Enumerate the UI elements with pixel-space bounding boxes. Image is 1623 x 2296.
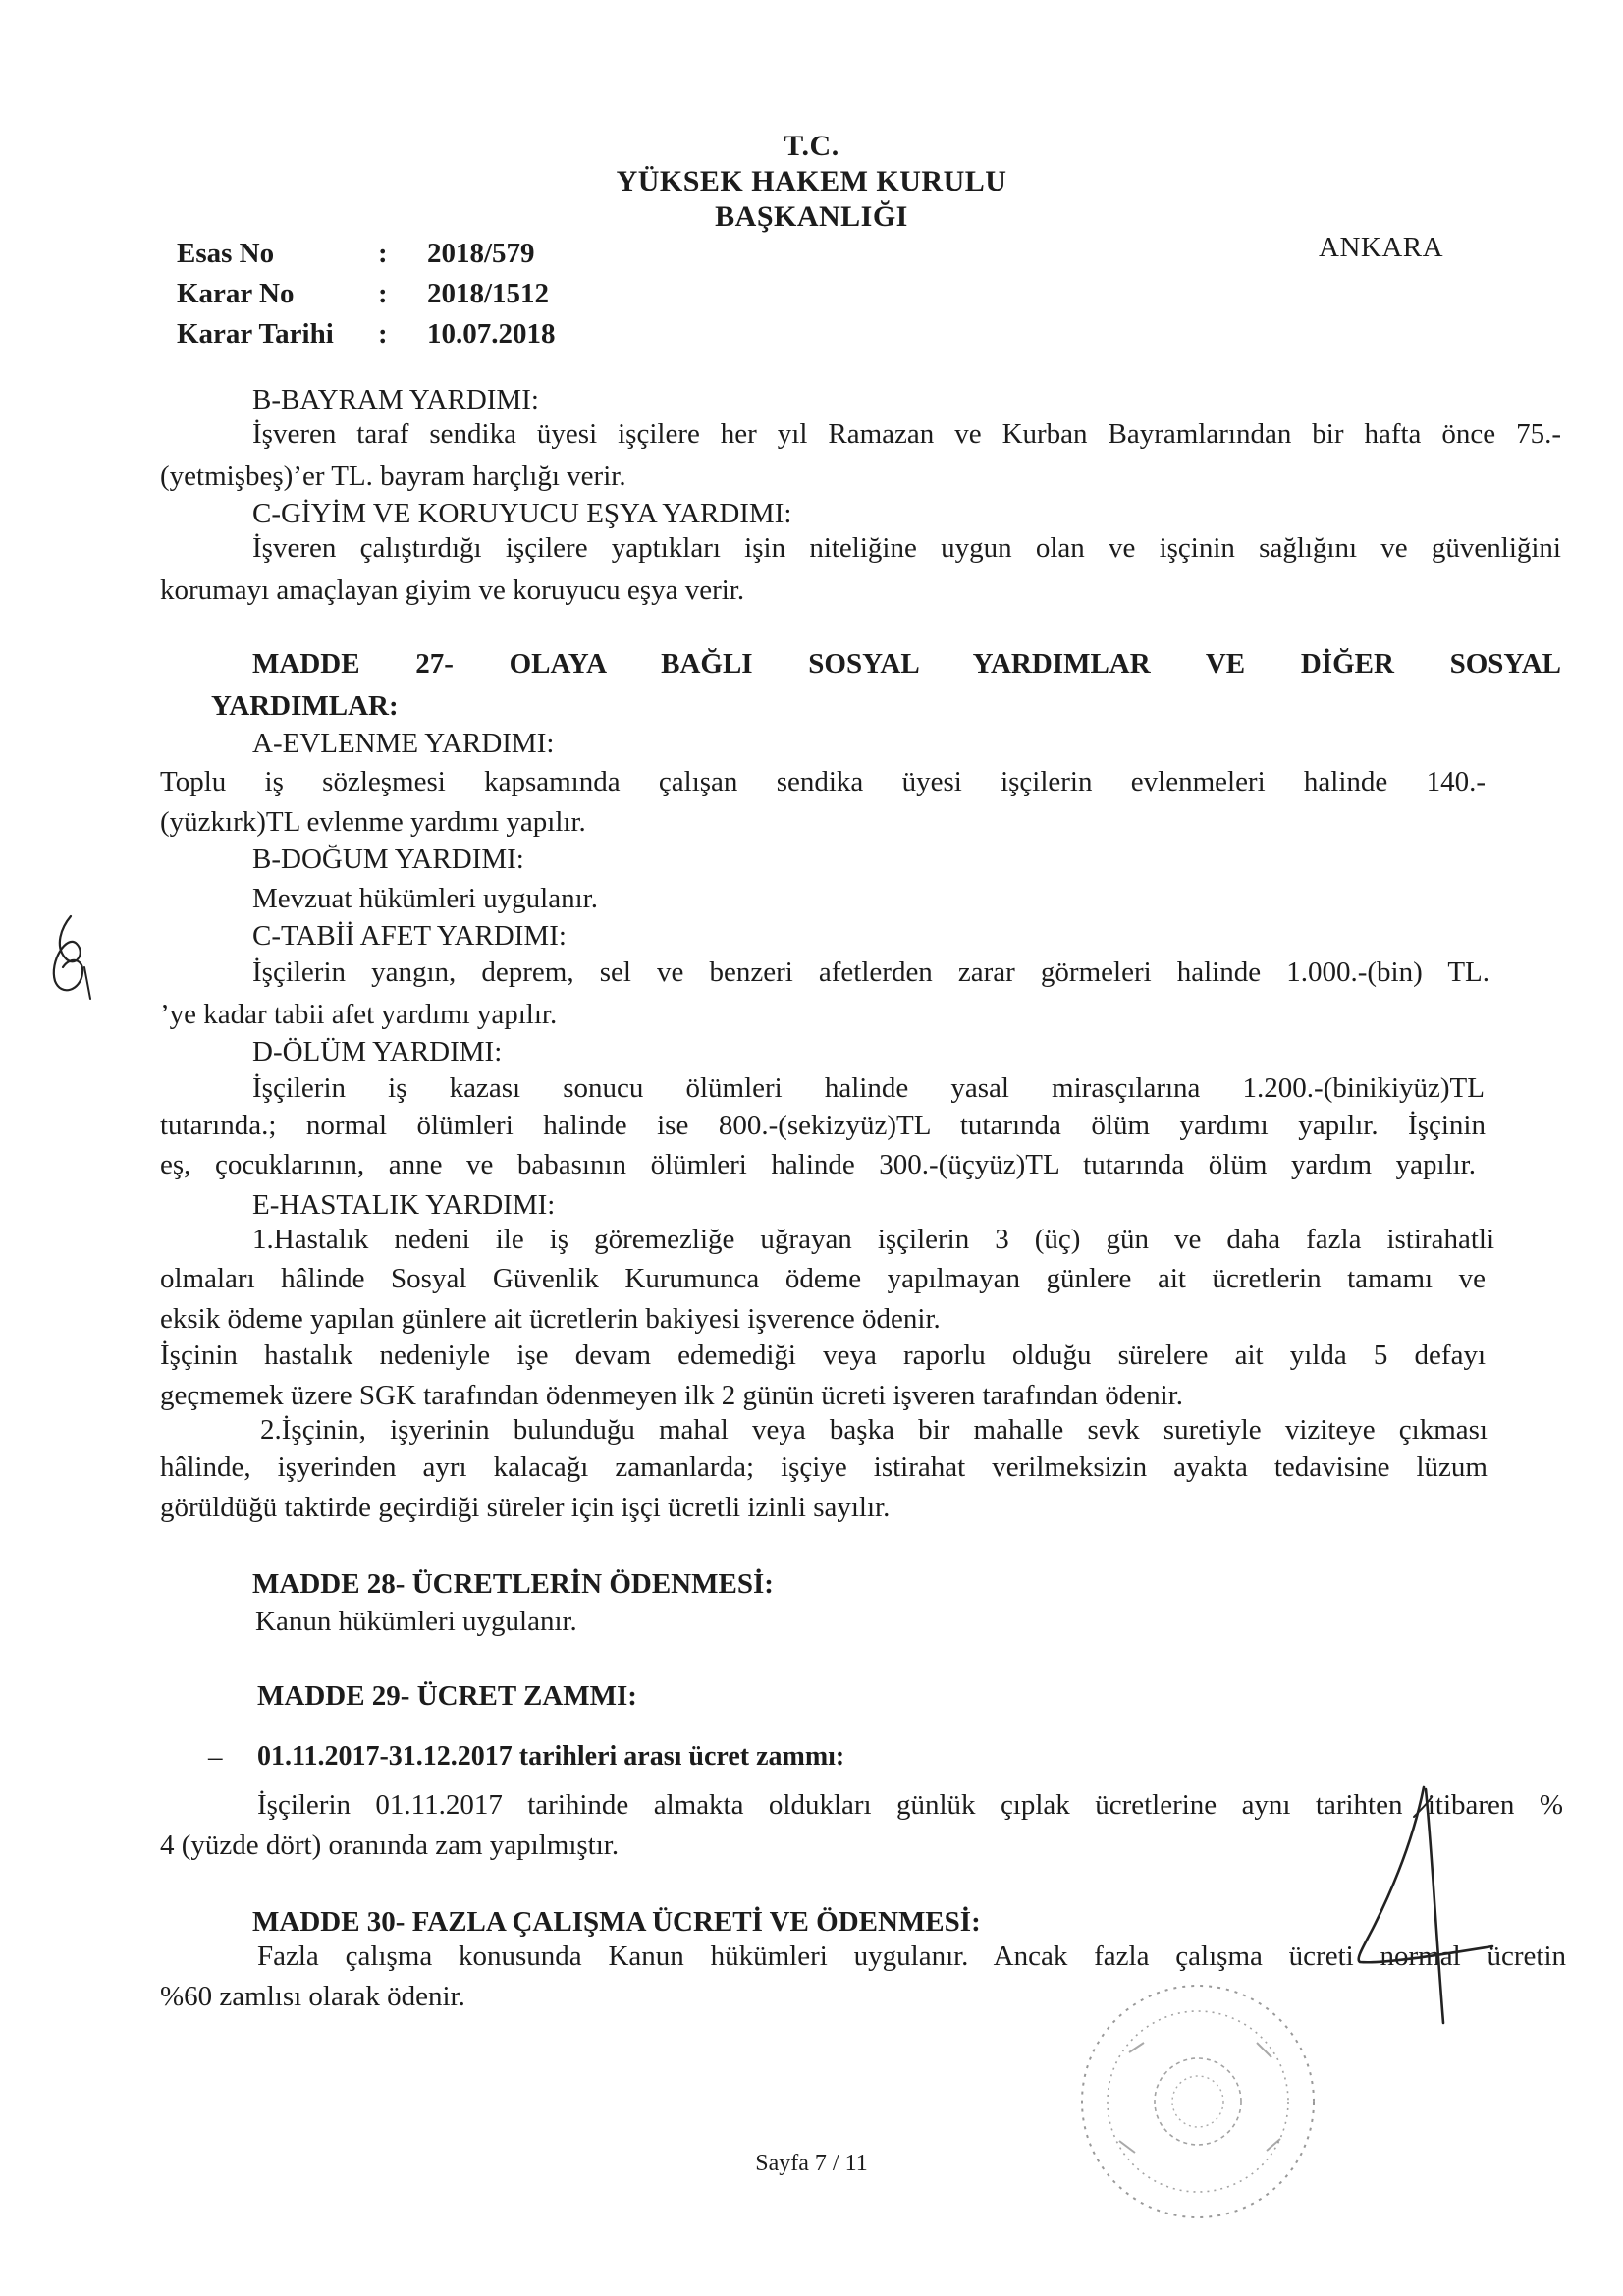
header-presidency: BAŞKANLIĞI [715, 200, 908, 233]
karar-label: Karar No [177, 278, 295, 309]
paragraph-line: 2.İşçinin, işyerinin bulunduğu mahal veya başka bir mahalle sevk suretiyle viziteye çıkması [260, 1414, 1488, 1446]
tarih-value: 10.07.2018 [427, 318, 556, 350]
city-name: ANKARA [1319, 232, 1444, 263]
paragraph-line: Toplu iş sözleşmesi kapsamında çalışan sendika üyesi işçilerin evlenmeleri halinde 140.- [160, 766, 1486, 797]
tarih-label: Karar Tarihi [177, 318, 334, 350]
paragraph-line: tutarında.; normal ölümleri halinde ise 800.-(sekizyüz)TL tutarında ölüm yardımı yapılır. İşçinin [160, 1110, 1486, 1141]
paragraph-line: hâlinde, işyerinden ayrı kalacağı zamanlarda; işçiye istirahat verilmeksizin ayakta tedavisine lüzum [160, 1451, 1488, 1483]
header-tc: T.C. [784, 130, 839, 162]
paragraph-line: İşveren çalıştırdığı işçilere yaptıkları işin niteliğine uygun olan ve işçinin sağlığını ve güvenliğini [252, 532, 1561, 564]
paragraph-line: İşçilerin iş kazası sonucu ölümleri halinde yasal mirasçılarına 1.200.-(binikiyüz)TL [252, 1072, 1485, 1104]
official-seal [1070, 1974, 1325, 2229]
section-heading: C-TABİİ AFET YARDIMI: [252, 920, 567, 952]
paragraph-line: (yüzkırk)TL evlenme yardımı yapılır. [160, 806, 586, 838]
case-metadata [177, 234, 556, 355]
karar-colon: : [378, 278, 388, 309]
header-institution: YÜKSEK HAKEM KURULU [616, 165, 1007, 197]
article-heading: MADDE 27- OLAYA BAĞLI SOSYAL YARDIMLAR VE DİĞER SOSYAL [252, 648, 1561, 680]
tarih-row [177, 314, 556, 355]
page-number: Sayfa 7 / 11 [755, 2151, 868, 2176]
section-heading: A-EVLENME YARDIMI: [252, 728, 555, 759]
paragraph-line: korumayı amaçlayan giyim ve koruyucu eşya verir. [160, 574, 745, 606]
article-heading: YARDIMLAR: [211, 690, 399, 722]
esas-label: Esas No [177, 238, 275, 269]
paragraph-line: olmaları hâlinde Sosyal Güvenlik Kurumunca ödeme yapılmayan günlere ait ücretlerin tamamı ve [160, 1263, 1486, 1294]
section-heading: C-GİYİM VE KORUYUCU EŞYA YARDIMI: [252, 498, 792, 529]
paragraph-line: %60 zamlısı olarak ödenir. [160, 1981, 465, 2012]
tarih-colon: : [378, 318, 388, 350]
paragraph-line: İşçinin hastalık nedeniyle işe devam edemediği veya raporlu olduğu sürelere ait yılda 5 defayı [160, 1339, 1486, 1371]
subsection-heading: 01.11.2017-31.12.2017 tarihleri arası ücret zammı: [257, 1741, 845, 1772]
paragraph-line: ’ye kadar tabii afet yardımı yapılır. [160, 999, 558, 1030]
article-heading: MADDE 30- FAZLA ÇALIŞMA ÜCRETİ VE ÖDENMESİ: [252, 1906, 981, 1938]
paragraph-line: (yetmişbeş)’er TL. bayram harçlığı verir. [160, 461, 626, 492]
paragraph-line: görüldüğü taktirde geçirdiği süreler için işçi ücretli izinli sayılır. [160, 1492, 891, 1523]
section-heading: E-HASTALIK YARDIMI: [252, 1189, 556, 1221]
paragraph-line: eş, çocuklarının, anne ve babasının ölümleri halinde 300.-(üçyüz)TL tutarında ölüm yardım yapılır. [160, 1149, 1476, 1180]
paragraph-line: geçmemek üzere SGK tarafından ödenmeyen ilk 2 günün ücreti işveren tarafından ödenir. [160, 1380, 1184, 1411]
section-heading: B-DOĞUM YARDIMI: [252, 844, 524, 875]
esas-colon: : [378, 238, 388, 269]
karar-value: 2018/1512 [427, 278, 550, 309]
esas-row [177, 234, 556, 274]
paragraph-line: eksik ödeme yapılan günlere ait ücretlerin bakiyesi işverence ödenir. [160, 1303, 941, 1335]
list-dash: – [208, 1741, 223, 1773]
karar-row [177, 274, 556, 314]
margin-initial-signature [41, 908, 100, 1007]
paragraph-line: Fazla çalışma konusunda Kanun hükümleri uygulanır. Ancak fazla çalışma ücreti normal ücretin [257, 1941, 1566, 1972]
paragraph-line: Mevzuat hükümleri uygulanır. [252, 883, 598, 914]
esas-value: 2018/579 [427, 238, 535, 269]
section-heading: D-ÖLÜM YARDIMI: [252, 1036, 503, 1067]
paragraph-line: Kanun hükümleri uygulanır. [255, 1606, 577, 1637]
paragraph-line: 1.Hastalık nedeni ile iş göremezliğe uğrayan işçilerin 3 (üç) gün ve daha fazla istirahatli [252, 1224, 1494, 1255]
article-heading: MADDE 29- ÜCRET ZAMMI: [257, 1680, 637, 1712]
paragraph-line: 4 (yüzde dört) oranında zam yapılmıştır. [160, 1830, 620, 1861]
section-heading: B-BAYRAM YARDIMI: [252, 384, 539, 415]
paragraph-line: İşveren taraf sendika üyesi işçilere her yıl Ramazan ve Kurban Bayramlarından bir hafta önce 75.- [252, 418, 1561, 450]
paragraph-line: İşçilerin yangın, deprem, sel ve benzeri afetlerden zarar görmeleri halinde 1.000.-(bin) TL. [252, 957, 1489, 988]
handwritten-signature [1316, 1777, 1512, 2033]
article-heading: MADDE 28- ÜCRETLERİN ÖDENMESİ: [252, 1568, 774, 1600]
paragraph-line: İşçilerin 01.11.2017 tarihinde almakta oldukları günlük çıplak ücretlerine aynı tarihten itibaren % [257, 1789, 1563, 1821]
